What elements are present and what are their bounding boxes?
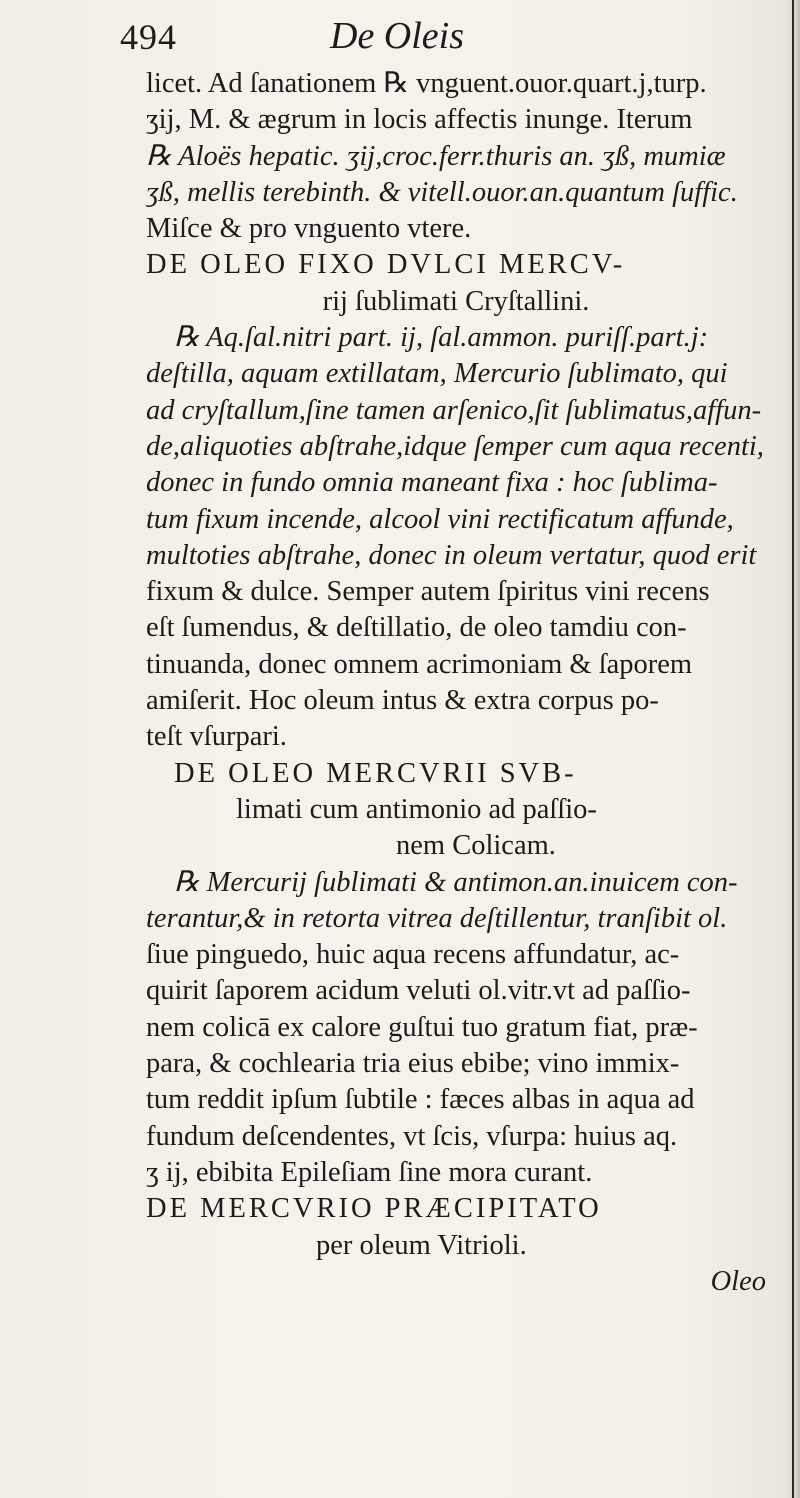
text-block <box>146 66 766 1300</box>
text-line: licet. Ad ſanationem ℞ vnguent.ouor.quart.j,turp. <box>146 68 707 99</box>
section-heading-line: DE OLEO MERCVRII SVB- <box>174 757 577 789</box>
text-line: per oleum Vitrioli. <box>316 1229 527 1261</box>
text-line: rij ſublimati Cryſtallini. <box>322 285 590 317</box>
text-line: ℞ Aq.ſal.nitri part. ij, ſal.ammon. puriſſ.part.j: <box>174 322 709 354</box>
running-head: De Oleis <box>330 15 465 57</box>
text-line: fundum deſcendentes, vt ſcis, vſurpa: huius aq. <box>146 1120 678 1152</box>
text-line: ℞ Aloës hepatic. ʒij,croc.ferr.thuris an. ʒß, mumiæ <box>146 140 726 172</box>
text-line: ſiue pinguedo, huic aqua recens affundatur, ac- <box>146 939 680 971</box>
text-line: ad cryſtallum,ſine tamen arſenico,ſit ſublimatus,affun- <box>146 394 762 426</box>
text-line: nem colicā ex calore guſtui tuo gratum fiat, præ- <box>146 1011 698 1043</box>
section-heading-line: DE MERCVRIO PRÆCIPITATO <box>146 1193 602 1225</box>
text-line: donec in fundo omnia maneant fixa : hoc ſublima- <box>146 467 718 499</box>
text-line: ʒij, M. & ægrum in locis affectis inunge. Iterum <box>146 104 693 136</box>
text-line: ʒß, mellis terebinth. & vitell.ouor.an.quantum ſuffic. <box>146 176 738 208</box>
text-line: para, & cochlearia tria eius ebibe; vino immix- <box>146 1048 680 1080</box>
page-number: 494 <box>120 17 177 57</box>
text-line: quirit ſaporem acidum veluti ol.vitr.vt ad paſſio- <box>146 975 691 1007</box>
text-line: teſt vſurpari. <box>146 721 287 753</box>
page-edge-line <box>792 0 794 1498</box>
text-line: tum reddit ipſum ſubtile : fæces albas in aqua ad <box>146 1084 695 1116</box>
text-line: terantur,& in retorta vitrea deſtillentur, tranſibit ol. <box>146 902 728 934</box>
catchword: Oleo <box>710 1265 766 1297</box>
page-header <box>120 14 760 57</box>
text-line: eſt ſumendus, & deſtillatio, de oleo tamdiu con- <box>146 612 687 644</box>
text-line: fixum & dulce. Semper autem ſpiritus vini recens <box>146 576 710 608</box>
text-line: limati cum antimonio ad paſſio- <box>236 793 597 825</box>
text-line: amiſerit. Hoc oleum intus & extra corpus po- <box>146 685 659 717</box>
section-heading-line: DE OLEO FIXO DVLCI MERCV- <box>146 249 626 281</box>
text-line: ʒ ij, ebibita Epileſiam ſine mora curant. <box>146 1156 593 1188</box>
text-line: de,aliquoties abſtrahe,idque ſemper cum aqua recenti, <box>146 430 764 462</box>
text-line: multoties abſtrahe, donec in oleum vertatur, quod erit <box>146 539 757 571</box>
text-line: tinuanda, donec omnem acrimoniam & ſaporem <box>146 648 693 680</box>
text-line: deſtilla, aquam extillatam, Mercurio ſublimato, qui <box>146 358 728 390</box>
text-line: nem Colicam. <box>396 830 556 862</box>
text-line: tum fixum incende, alcool vini rectificatum affunde, <box>146 503 734 535</box>
text-line: ℞ Mercurij ſublimati & antimon.an.inuicem con- <box>174 866 738 898</box>
text-line: Miſce & pro vnguento vtere. <box>146 213 472 245</box>
